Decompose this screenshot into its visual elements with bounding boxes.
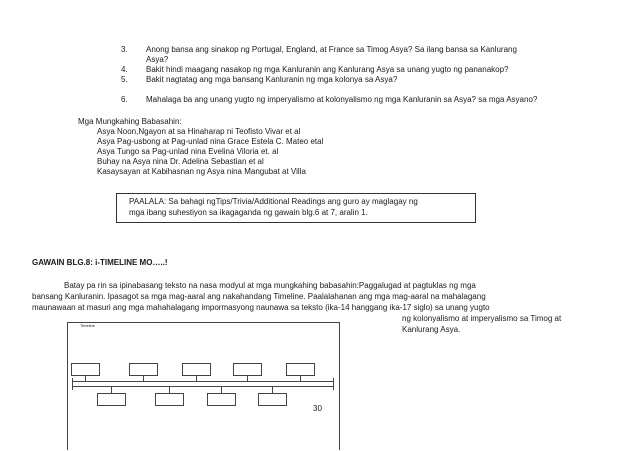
timeline-connector [143,376,144,381]
timeline-connector [300,376,301,381]
note-line: PAALALA: Sa bahagi ngTips/Trivia/Additional Readings ang guro ay maglagay ng [129,197,418,206]
activity-paragraph: Kanlurang Asya. [402,325,461,334]
question-number: 6. [121,95,128,104]
activity-paragraph: bansang Kanluranin. Ipasagot sa mga mag-aaral ang nakahandang Timeline. Paalalahanan ang mga mag-aaral na mahalagang [32,292,486,301]
timeline-tick [333,378,334,390]
timeline-box-bottom[interactable] [97,393,126,406]
timeline-box-top[interactable] [71,363,100,376]
timeline-connector [85,376,86,381]
activity-paragraph: maunawaan at masuri ang mga mahahalagang impormasyong naunawa sa teksto (ika-14 hanggang ika-17 siglo) sa unang yugto [32,303,490,312]
timeline-box-bottom[interactable] [258,393,287,406]
timeline-tick [72,378,73,390]
timeline-connector [247,376,248,381]
activity-title: GAWAIN BLG.8: i-TIMELINE MO…..! [32,258,168,267]
reading-item: Kasaysayan at Kabihasnan ng Asya nina Mangubat at Villa [97,167,306,176]
timeline-box-top[interactable] [129,363,158,376]
reminder-note-box [116,193,476,223]
question-text: Asya? [146,55,169,64]
page-number: 30 [313,404,322,413]
question-text: Mahalaga ba ang unang yugto ng imperyalismo at kolonyalismo ng mga Kanluranin sa Asya? sa mga Asyano? [146,95,538,104]
timeline-box-bottom[interactable] [207,393,236,406]
timeline-box-top[interactable] [286,363,315,376]
timeline-label: Timeline [80,323,95,328]
question-text: Bakit hindi maagang nasakop ng mga Kanluranin ang Kanlurang Asya sa unang yugto ng pananakop? [146,65,509,74]
activity-paragraph: Batay pa rin sa ipinabasang teksto na nasa modyul at mga mungkahing babasahin:Paggalugad at pagtuklas ng mga [64,281,476,290]
note-line: mga ibang suhestiyon sa ikagaganda ng gawain blg.6 at 7, aralin 1. [129,208,368,217]
timeline-box-top[interactable] [233,363,262,376]
readings-heading: Mga Mungkahing Babasahin: [78,117,182,126]
timeline-box-bottom[interactable] [155,393,184,406]
question-text: Bakit nagtatag ang mga bansang Kanluranin ng mga kolonya sa Asya? [146,75,398,84]
question-number: 3. [121,45,128,54]
reading-item: Asya Noon,Ngayon at sa Hinaharap ni Teofisto Vivar et al [97,127,301,136]
question-number: 5. [121,75,128,84]
question-number: 4. [121,65,128,74]
activity-paragraph: ng kolonyalismo at imperyalismo sa Timog at [402,314,562,323]
reading-item: Asya Tungo sa Pag-unlad nina Evelina Viloria et. al [97,147,279,156]
timeline-box-top[interactable] [182,363,211,376]
reading-item: Buhay na Asya nina Dr. Adelina Sebastian et al [97,157,264,166]
timeline-connector [196,376,197,381]
reading-item: Asya Pag-usbong at Pag-unlad nina Grace Estela C. Mateo etal [97,137,324,146]
question-text: Anong bansa ang sinakop ng Portugal, England, at France sa Timog Asya? Sa ilang bansa sa Kanlurang [146,45,517,54]
